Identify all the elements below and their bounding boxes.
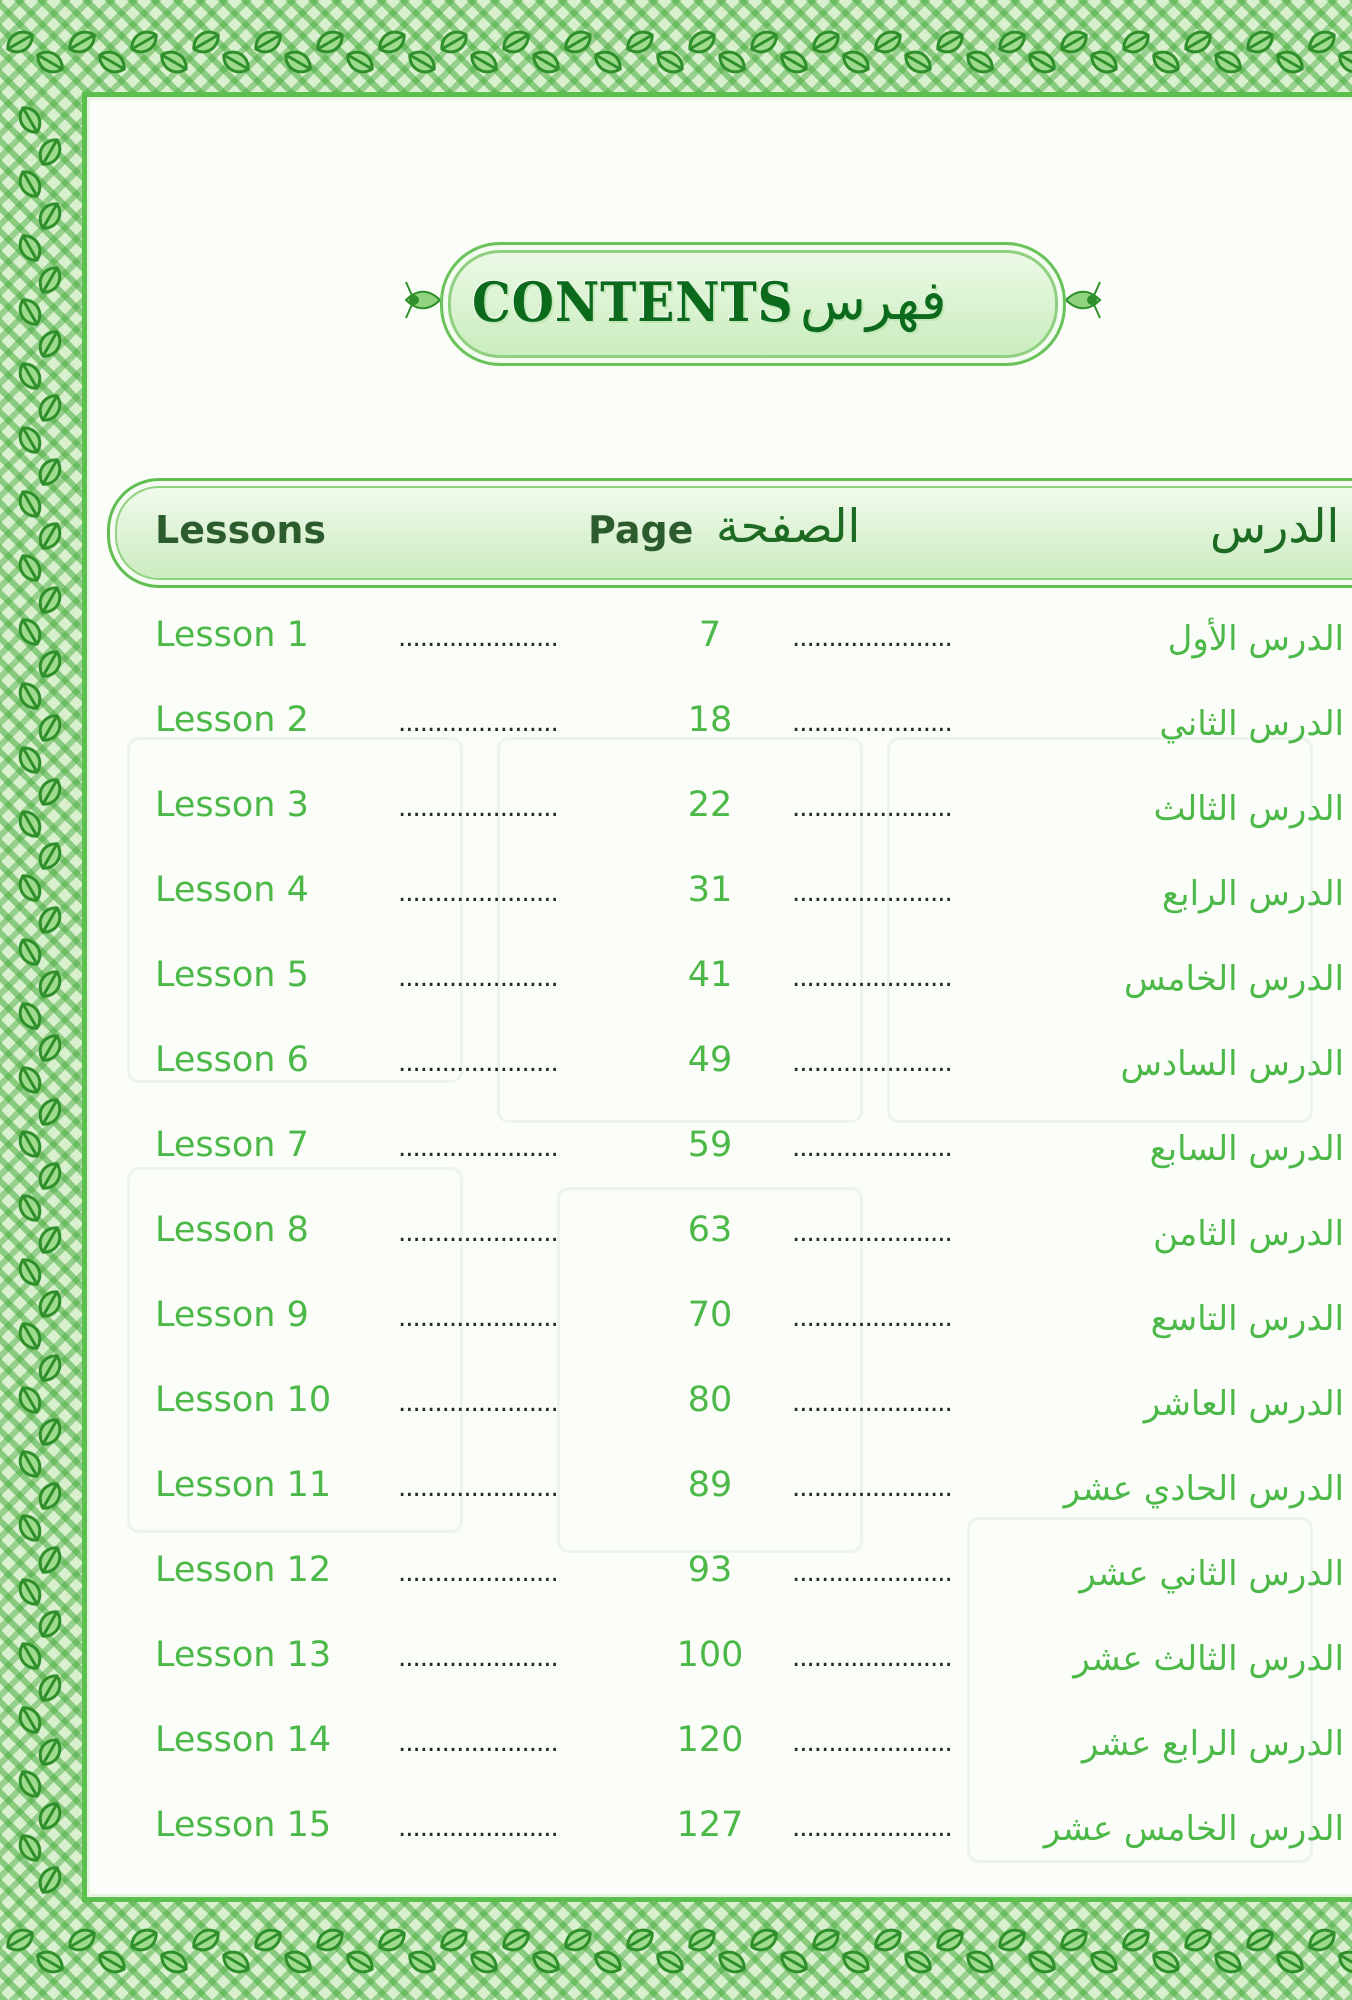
lesson-arabic-label: الدرس الرابع عشر xyxy=(1081,1724,1344,1764)
lesson-arabic-label: الدرس السابع xyxy=(1149,1129,1344,1169)
dot-leader: ...................... xyxy=(398,1473,558,1503)
dot-leader: ...................... xyxy=(792,1048,952,1078)
page-number: 49 xyxy=(687,1040,733,1080)
dot-leader: ...................... xyxy=(398,1133,558,1163)
header-lesson-arabic: الدرس xyxy=(1210,499,1340,553)
dot-leader: ...................... xyxy=(398,623,558,653)
dot-leader: ...................... xyxy=(792,1388,952,1418)
header-page-arabic: الصفحة xyxy=(716,499,861,553)
page-number: 93 xyxy=(687,1550,733,1590)
list-item xyxy=(0,1110,1352,1180)
page-number: 89 xyxy=(687,1465,733,1505)
lesson-english-label: Lesson 10 xyxy=(155,1380,332,1420)
lesson-english-label: Lesson 5 xyxy=(155,955,309,995)
page-number: 18 xyxy=(687,700,733,740)
lesson-arabic-label: الدرس الثاني xyxy=(1159,704,1344,744)
dot-leader: ...................... xyxy=(398,1218,558,1248)
dot-leader: ...................... xyxy=(792,1303,952,1333)
list-item xyxy=(0,1195,1352,1265)
dot-leader: ...................... xyxy=(398,1388,558,1418)
page-number: 7 xyxy=(698,615,722,655)
dot-leader: ...................... xyxy=(792,1218,952,1248)
page-number: 100 xyxy=(676,1635,744,1675)
lesson-english-label: Lesson 8 xyxy=(155,1210,309,1250)
page-number: 31 xyxy=(687,870,733,910)
page-number: 70 xyxy=(687,1295,733,1335)
dot-leader: ...................... xyxy=(792,708,952,738)
dot-leader: ...................... xyxy=(792,623,952,653)
list-item xyxy=(0,1280,1352,1350)
lesson-english-label: Lesson 3 xyxy=(155,785,309,825)
page-number: 41 xyxy=(687,955,733,995)
list-item xyxy=(0,1790,1352,1860)
list-item xyxy=(0,1705,1352,1775)
dot-leader: ...................... xyxy=(792,1643,952,1673)
list-item xyxy=(0,685,1352,755)
dot-leader: ...................... xyxy=(398,1303,558,1333)
title-contents: CONTENTS xyxy=(472,270,794,334)
dot-leader: ...................... xyxy=(398,878,558,908)
lesson-arabic-label: الدرس السادس xyxy=(1120,1044,1344,1084)
dot-leader: ...................... xyxy=(398,708,558,738)
page-number: 63 xyxy=(687,1210,733,1250)
lesson-english-label: Lesson 13 xyxy=(155,1635,332,1675)
dot-leader: ...................... xyxy=(398,1048,558,1078)
lesson-english-label: Lesson 7 xyxy=(155,1125,309,1165)
dot-leader: ...................... xyxy=(792,1473,952,1503)
lesson-arabic-label: الدرس الحادي عشر xyxy=(1063,1469,1344,1509)
lesson-arabic-label: الدرس الثالث عشر xyxy=(1073,1639,1344,1679)
dot-leader: ...................... xyxy=(398,963,558,993)
dot-leader: ...................... xyxy=(398,793,558,823)
lesson-english-label: Lesson 4 xyxy=(155,870,309,910)
lesson-arabic-label: الدرس الأول xyxy=(1167,619,1344,659)
list-item xyxy=(0,940,1352,1010)
dot-leader: ...................... xyxy=(792,1728,952,1758)
lesson-arabic-label: الدرس الرابع xyxy=(1162,874,1344,914)
page-number: 120 xyxy=(676,1720,744,1760)
header-lessons: Lessons xyxy=(155,508,326,552)
list-item xyxy=(0,1620,1352,1690)
list-item xyxy=(0,1025,1352,1095)
lesson-english-label: Lesson 12 xyxy=(155,1550,332,1590)
dot-leader: ...................... xyxy=(398,1813,558,1843)
lesson-arabic-label: الدرس الخامس xyxy=(1123,959,1344,999)
lesson-arabic-label: الدرس الخامس عشر xyxy=(1043,1809,1344,1849)
dot-leader: ...................... xyxy=(792,1133,952,1163)
list-item xyxy=(0,600,1352,670)
list-item xyxy=(0,1450,1352,1520)
header-page: Page xyxy=(588,508,694,552)
dot-leader: ...................... xyxy=(792,963,952,993)
dot-leader: ...................... xyxy=(792,1813,952,1843)
dot-leader: ...................... xyxy=(792,878,952,908)
lesson-arabic-label: الدرس التاسع xyxy=(1150,1299,1344,1339)
lesson-english-label: Lesson 1 xyxy=(155,615,309,655)
lesson-arabic-label: الدرس الثامن xyxy=(1153,1214,1344,1254)
lesson-english-label: Lesson 6 xyxy=(155,1040,309,1080)
page-number: 127 xyxy=(676,1805,744,1845)
lesson-english-label: Lesson 9 xyxy=(155,1295,309,1335)
lesson-english-label: Lesson 15 xyxy=(155,1805,332,1845)
list-item xyxy=(0,1535,1352,1605)
dot-leader: ...................... xyxy=(792,793,952,823)
lesson-arabic-label: الدرس الثالث xyxy=(1153,789,1344,829)
list-item xyxy=(0,770,1352,840)
dot-leader: ...................... xyxy=(792,1558,952,1588)
lesson-arabic-label: الدرس العاشر xyxy=(1143,1384,1344,1424)
list-item xyxy=(0,1365,1352,1435)
lesson-english-label: Lesson 11 xyxy=(155,1465,332,1505)
title-arabic: فهرس xyxy=(800,269,947,332)
dot-leader: ...................... xyxy=(398,1643,558,1673)
page-number: 80 xyxy=(687,1380,733,1420)
dot-leader: ...................... xyxy=(398,1728,558,1758)
flower-ornament-right-icon xyxy=(1060,270,1106,330)
lesson-english-label: Lesson 2 xyxy=(155,700,309,740)
page-number: 22 xyxy=(687,785,733,825)
page-number: 59 xyxy=(687,1125,733,1165)
lesson-arabic-label: الدرس الثاني عشر xyxy=(1079,1554,1344,1594)
dot-leader: ...................... xyxy=(398,1558,558,1588)
lesson-english-label: Lesson 14 xyxy=(155,1720,332,1760)
list-item xyxy=(0,855,1352,925)
